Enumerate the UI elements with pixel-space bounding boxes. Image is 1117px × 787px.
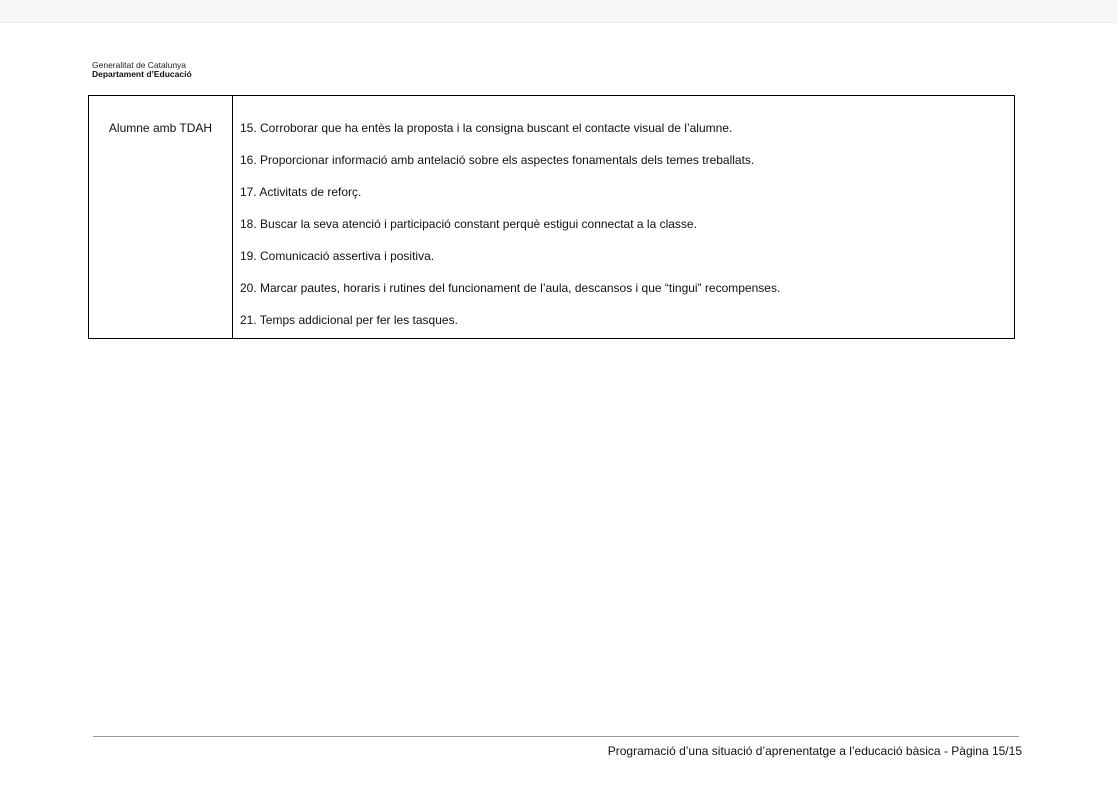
table-row [89, 96, 1015, 339]
viewer-top-bar [0, 0, 1117, 23]
footer-divider [93, 736, 1019, 737]
page-footer: Programació d’una situació d’aprenentatge a l’educació bàsica - Pàgina 15/15 [607, 744, 1022, 758]
organization-name: Generalitat de Catalunya [92, 60, 187, 70]
document-header [92, 61, 192, 79]
list-item: 17. Activitats de reforç. [240, 185, 362, 199]
measures-table [88, 95, 1015, 339]
list-item: 16. Proporcionar informació amb antelació sobre els aspectes fonamentals dels temes treballats. [240, 153, 755, 167]
department-name: Departament d’Educació [92, 69, 192, 79]
list-item: 21. Temps addicional per fer les tasques. [240, 313, 458, 327]
list-item: 19. Comunicació assertiva i positiva. [240, 249, 435, 263]
list-item: 18. Buscar la seva atenció i participació constant perquè estigui connectat a la classe. [240, 217, 697, 231]
measures-cell [233, 96, 1015, 339]
list-item: 15. Corroborar que ha entès la proposta i la consigna buscant el contacte visual de l’alumne. [240, 121, 733, 135]
category-cell: Alumne amb TDAH [89, 96, 233, 339]
list-item: 20. Marcar pautes, horaris i rutines del funcionament de l’aula, descansos i que “tingui” recompenses. [240, 281, 781, 295]
